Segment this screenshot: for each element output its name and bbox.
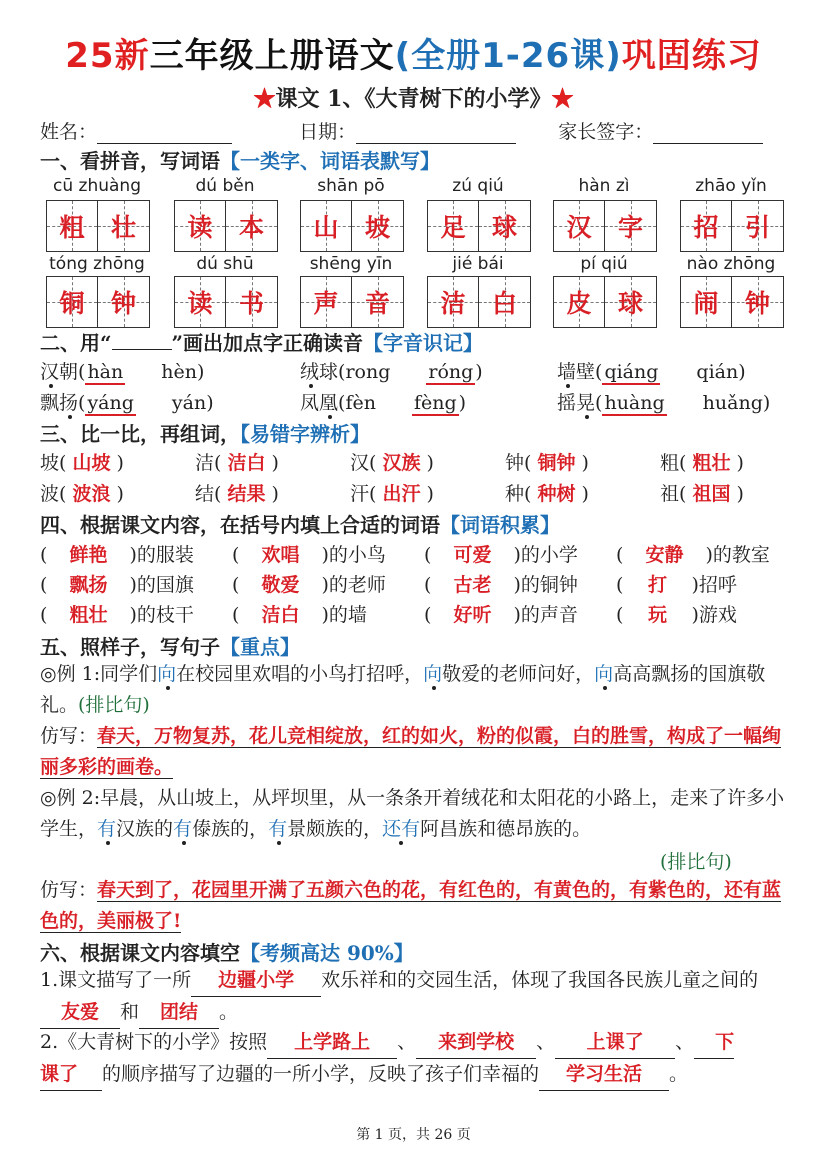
answer-character: 山 [313,213,339,242]
fill-item: ( 飘扬 )的国旗 [40,570,194,597]
answer[interactable]: 出汗 [382,483,421,505]
pinyin-label: shēng yīn [309,254,393,274]
option[interactable]: huàng [604,392,665,414]
answer[interactable]: 粗壮 [692,452,731,474]
character-box[interactable] [427,200,531,252]
fill-item: ( 洁白 )的墙 [232,600,367,627]
option[interactable]: fèn [345,392,376,414]
answer[interactable]: 古老 [453,574,492,596]
answer-character: 铜 [59,289,85,318]
pinyin-label: tóng zhōng [49,254,145,274]
answer-character: 书 [238,289,264,318]
character-box[interactable] [46,200,150,252]
pronunciation-item: 汉朝( hàn hèn) [40,361,205,383]
pinyin-label: shān pō [317,176,385,196]
answer[interactable]: 结果 [227,483,266,505]
date-field[interactable] [356,125,516,144]
character-box[interactable] [680,276,784,328]
character-box[interactable] [427,276,531,328]
character-box[interactable] [300,200,404,252]
compare-item: 结( 结果 ) [195,483,279,505]
answer-character: 球 [617,289,643,318]
star-icon: ★ [551,86,574,112]
answer-character: 足 [440,213,466,242]
answer[interactable]: 波浪 [72,483,111,505]
fill-item: ( 敬爱 )的老师 [232,570,386,597]
answer-character: 钟 [744,289,770,318]
question-2: 2.《大青树下的小学》按照 上学路上 、 来到学校 、 上课了 、 下 课了 的顺序描写了边疆的一所小学，反映了孩子们幸福的 学习生活 。 [40,1027,790,1091]
compare-item: 粗( 粗壮 ) [660,452,744,474]
answer-character: 皮 [566,289,592,318]
imitation-1: 仿写：春天，万物复苏，花儿竞相绽放，红的如火，粉的似霞，白的胜雪，构成了一幅绚丽多彩的画卷。 [40,725,782,778]
answer[interactable]: 铜钟 [537,452,576,474]
answer-character: 球 [491,213,517,242]
character-box[interactable] [46,276,150,328]
page-footer: 第 1 页，共 26 页 [356,1127,471,1143]
pinyin-label: jié bái [452,254,504,274]
fill-item: ( 安静 )的教室 [616,540,770,567]
example-1: ◎例 1:同学们向在校园里欢唱的小鸟打招呼，向敬爱的老师问好，向高高飘扬的国旗敬礼。(排比句) [40,663,766,716]
answer[interactable]: 欢唱 [261,544,300,566]
section-6-heading: 六、根据课文内容填空【考频高达 90%】 [40,941,414,965]
pronunciation-item: 墙壁( qiáng qián) [557,361,746,383]
option[interactable]: fèng [413,392,457,414]
compare-item: 祖( 祖国 ) [660,483,744,505]
answer-character: 汉 [566,213,592,242]
pinyin-label: dú shū [196,254,254,274]
student-info: 姓名： 日期： 家长签字： [40,117,763,144]
fill-item: ( 可爱 )的小学 [424,540,578,567]
example-2: ◎例 2:早晨，从山坡上，从坪坝里，从一条条开着绒花和太阳花的小路上，走来了许多小学生，有汉族的有傣族的，有景颇族的，还有阿昌族和德昂族的。 [40,787,785,840]
option[interactable]: yán [171,392,207,414]
answer[interactable]: 山坡 [72,452,111,474]
answer[interactable]: 玩 [647,604,667,626]
fill-item: ( 好听 )的声音 [424,600,578,627]
answer[interactable]: 飘扬 [69,574,108,596]
character-box[interactable] [553,276,657,328]
section-5-heading: 五、照样子，写句子【重点】 [40,635,300,659]
option[interactable]: hèn [161,361,197,383]
compare-item: 汉( 汉族 ) [350,452,434,474]
pronunciation-item: 摇晃( huàng huǎng) [557,392,771,414]
character-box[interactable] [174,200,278,252]
answer[interactable]: 好听 [453,604,492,626]
option[interactable]: róng [428,361,474,383]
section-1-heading: 一、看拼音，写词语【一类字、词语表默写】 [40,149,440,173]
answer[interactable]: 种树 [537,483,576,505]
answer-character: 钟 [110,289,136,318]
option[interactable]: yáng [87,392,134,414]
compare-item: 种( 种树 ) [505,483,589,505]
answer[interactable]: 安静 [645,544,684,566]
compare-item: 波( 波浪 ) [40,483,124,505]
imitation-2-answer: 春天到了，花园里开满了五颜六色的花，有红色的，有黄色的，有紫色的，还有蓝色的，美丽极了! [40,879,782,932]
pronunciation-item: 绒球(rong róng ) [300,361,483,383]
answer[interactable]: 可爱 [453,544,492,566]
answer[interactable]: 洁白 [261,604,300,626]
pinyin-label: cū zhuàng [53,176,141,196]
fill-item: ( 鲜艳 )的服装 [40,540,194,567]
parent-signature-field[interactable] [653,125,763,144]
answer-character: 招 [693,213,719,242]
compare-item: 汗( 出汗 ) [350,483,434,505]
answer[interactable]: 汉族 [382,452,421,474]
answer-character: 白 [491,289,517,318]
pinyin-label: hàn zì [578,176,630,196]
example-2-note: (排比句) [660,851,732,873]
option[interactable]: hàn [87,361,124,383]
name-field[interactable] [97,125,232,144]
answer-character: 坡 [364,213,390,242]
pronunciation-item: 飘扬( yáng yán) [40,392,214,414]
answer[interactable]: 打 [647,574,667,596]
answer[interactable]: 鲜艳 [69,544,108,566]
fill-item: ( 欢唱 )的小鸟 [232,540,386,567]
compare-item: 坡( 山坡 ) [40,452,124,474]
character-box[interactable] [680,200,784,252]
pronunciation-item: 凤凰(fèn fèng ) [300,392,467,414]
compare-item: 钟( 铜钟 ) [505,452,589,474]
answer-character: 洁 [440,289,466,318]
option[interactable]: rong [345,361,391,383]
pinyin-label: dú běn [195,176,255,196]
option[interactable]: qiáng [604,361,659,383]
fill-item: ( 粗壮 )的枝干 [40,600,194,627]
pinyin-label: pí qiú [580,254,628,274]
imitation-1-answer: 春天，万物复苏，花儿竞相绽放，红的如火，粉的似霞，白的胜雪，构成了一幅绚丽多彩的画卷。 [40,725,782,778]
character-box[interactable] [553,200,657,252]
section-2-heading: 二、用“ ”画出加点字正确读音【字音识记】 [40,331,484,355]
pinyin-label: nào zhōng [686,254,776,274]
answer[interactable]: 祖国 [692,483,731,505]
option[interactable]: huǎng [702,392,763,414]
answer[interactable]: 粗壮 [69,604,108,626]
answer-character: 字 [617,213,643,242]
section-4-heading: 四、根据课文内容，在括号内填上合适的词语【词语积累】 [40,513,560,537]
character-box[interactable] [300,276,404,328]
answer-character: 音 [364,289,390,318]
character-box[interactable] [174,276,278,328]
imitation-2: 仿写：春天到了，花园里开满了五颜六色的花，有红色的，有黄色的，有紫色的，还有蓝色的，美丽极了! [40,879,782,932]
lesson-title: ★课文 1、《大青树下的小学》★ [253,86,574,112]
answer[interactable]: 洁白 [227,452,266,474]
question-1: 1.课文描写了一所 边疆小学 欢乐祥和的交园生活，体现了我国各民族儿童之间的友爱 和 团结 。 [40,965,790,1029]
answer-character: 读 [187,213,213,242]
star-icon: ★ [253,86,276,112]
answer-character: 壮 [110,213,136,242]
page-title: 25新三年级上册语文(全册1-26课)巩固练习 [65,36,762,76]
answer-character: 读 [187,289,213,318]
fill-item: ( 古老 )的铜钟 [424,570,578,597]
section-3-heading: 三、比一比，再组词，【易错字辨析】 [40,422,370,446]
answer-character: 引 [744,213,770,242]
fill-item: ( 玩 )游戏 [616,600,737,627]
answer-character: 本 [238,213,264,242]
compare-item: 洁( 洁白 ) [195,452,279,474]
answer-character: 粗 [59,213,85,242]
answer-character: 声 [313,289,339,318]
pinyin-label: zú qiú [452,176,504,196]
answer-character: 闹 [693,289,719,318]
pinyin-label: zhāo yǐn [695,176,767,196]
option[interactable]: qián [696,361,739,383]
answer[interactable]: 敬爱 [261,574,300,596]
fill-item: ( 打 )招呼 [616,570,737,597]
